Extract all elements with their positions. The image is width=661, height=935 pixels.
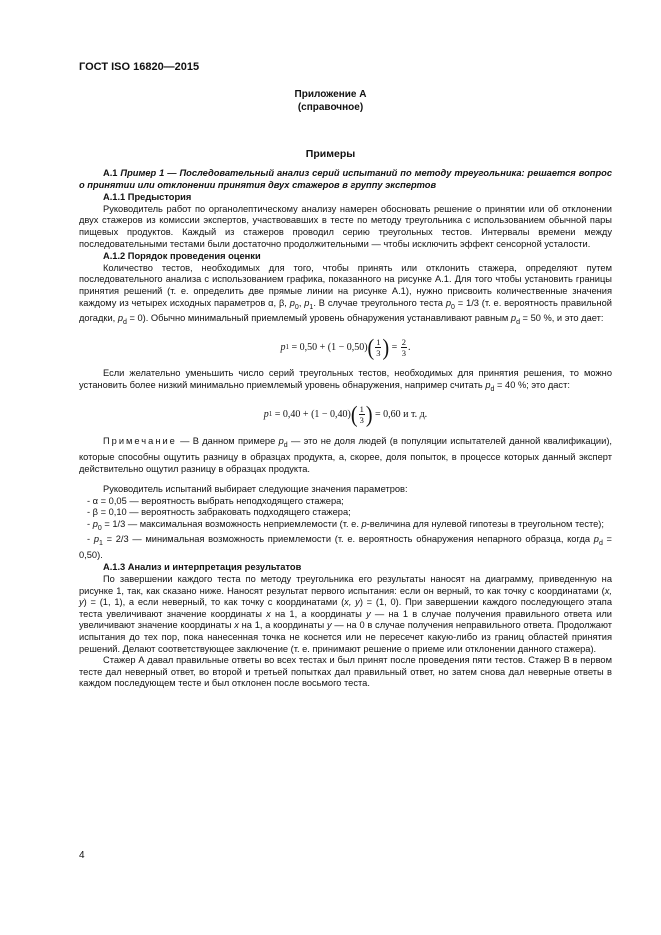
subsection-heading-a11: А.1.1 Предыстория: [103, 192, 192, 203]
appendix-heading: [0, 88, 661, 114]
paragraph-background: Руководитель работ по органолептическому анализу намерен обосновать решение о принятии или об отклонении двух стажеров из комиссии экспертов, участвовавших в тесте по методу треугольника с использованием обычной пары пищевых продуктов. Каждый из стажеров проводил серию треугольных тестов. Интервалы времени между последовательными тестами были достаточно продолжительными — чтобы исключить эффект сенсорной усталости.: [79, 203, 612, 249]
parameter-beta: - β = 0,10 — вероятность забраковать подходящего стажера;: [87, 507, 351, 518]
paragraph-procedure: Количество тестов, необходимых для того, чтобы принять или отклонить стажера, определяют путем последовательного анализа с использованием графика, показанного на рисунке А.1. Для того чтобы установить границы принятия решений (т. е. определить две прямые линии на рисунке А.1), нужно присвоить количественные значения каждому из четырех исходных параметров α, β, $p_0$, $p_1$. В случае треугольного теста $p_0 = 1/3$ (т. е. вероятность правильной догадки, $p_d = 0$). Обычно минимальный приемлемый уровень обнаружения устанавливают равным $p_d = 50$ %, и это дает:: [79, 262, 612, 326]
standard-header: ГОСТ ISO 16820—2015: [79, 61, 200, 73]
subsection-heading-a13: А.1.3 Анализ и интерпретация результатов: [103, 562, 302, 573]
paragraph-results: Стажер А давал правильные ответы во всех тестах и был принят после проведения пяти тестов. Стажер В в первом тесте дал неверный ответ, во второй и третьей попытках дал правильный ответ, но затем снова дал неверные ответы в каждом последующем тесте и был отклонен после восьмого теста.: [79, 655, 612, 689]
paragraph-analysis: По завершении каждого теста по методу треугольника его результаты наносят на диаграмму, приведенную на рисунке 1, так, как сказано ниже. Наносят результат первого испытания: если он верный, то как точку с координатами (x, y) = (1, 1), а если неверный, то как точку с координатами (x, y) = (1, 0). При завершении каждого последующего этапа теста увеличивают значение координаты x на 1, а координаты y — на 1 в случае получения правильного ответа или увеличивают значение координаты x на 1, а координаты y — на 0 в случае получения неправильного ответа. Продолжают испытания до тех пор, пока нанесенная точка не коснется или не пересечет какую-либо из границ областей принятия решений. Делают соответствующее заключение (т. е. принимают решение о приеме или отклонении данного стажера).: [79, 574, 612, 654]
subsection-heading-a12: А.1.2 Порядок проведения оценки: [103, 251, 261, 262]
note-label: Примечание: [103, 436, 177, 447]
parameter-p1: - $p_1 = 2/3$ — минимальная возможность приемлемости (т. е. вероятность обнаружения непарного образца, когда $p_d = 0,50$).: [79, 534, 612, 560]
section-title: Примеры: [305, 148, 356, 160]
parameters-intro: Руководитель испытаний выбирает следующие значения параметров:: [103, 484, 408, 495]
parameter-alpha: - α = 0,05 — вероятность выбрать неподходящего стажера;: [87, 495, 344, 506]
document-body: [79, 168, 612, 690]
appendix-subtitle: (справочное): [297, 102, 364, 113]
example-number: А.1: [103, 168, 118, 178]
page-number: 4: [79, 850, 85, 861]
formula-2: p 1 = 0,40 + (1 − 0,40) ( $\frac{1}{3}$ ) = 0,60 и т. д.: [263, 402, 428, 428]
paragraph-lower-level: Если желательно уменьшить число серий треугольных тестов, необходимых для принятия решения, то можно установить более низкий минимально приемлемый уровень обнаружения, например считать $p_d = 40$ %; это даст:: [79, 368, 612, 393]
example-title: Пример 1 — Последовательный анализ серий испытаний по методу треугольника: решается вопрос о принятии или отклонении принятия двух стажеров в группу экспертов: [79, 168, 612, 190]
formula-1: p 1 = 0,50 + (1 − 0,50) ( $\frac{1}{3}$ ) = $\frac{2}{3}$ .: [280, 335, 411, 361]
parameter-p0: - $p_0 = 1/3$ — максимальная возможность неприемлемости (т. е. p-величина для нулевой гипотезы в треугольном тесте);: [87, 518, 604, 532]
example-heading: [79, 168, 612, 191]
appendix-title: Приложение А: [294, 89, 367, 100]
note-paragraph: Примечание — В данном примере $p_d$ — это не доля людей (в популяции испытателей данной квалификации), которые способны ощутить разницу в образцах продукта, а, скорее, доля попыток, в процессе которых данный эксперт действительно ощутил разницу в образцах продукта.: [79, 436, 612, 474]
